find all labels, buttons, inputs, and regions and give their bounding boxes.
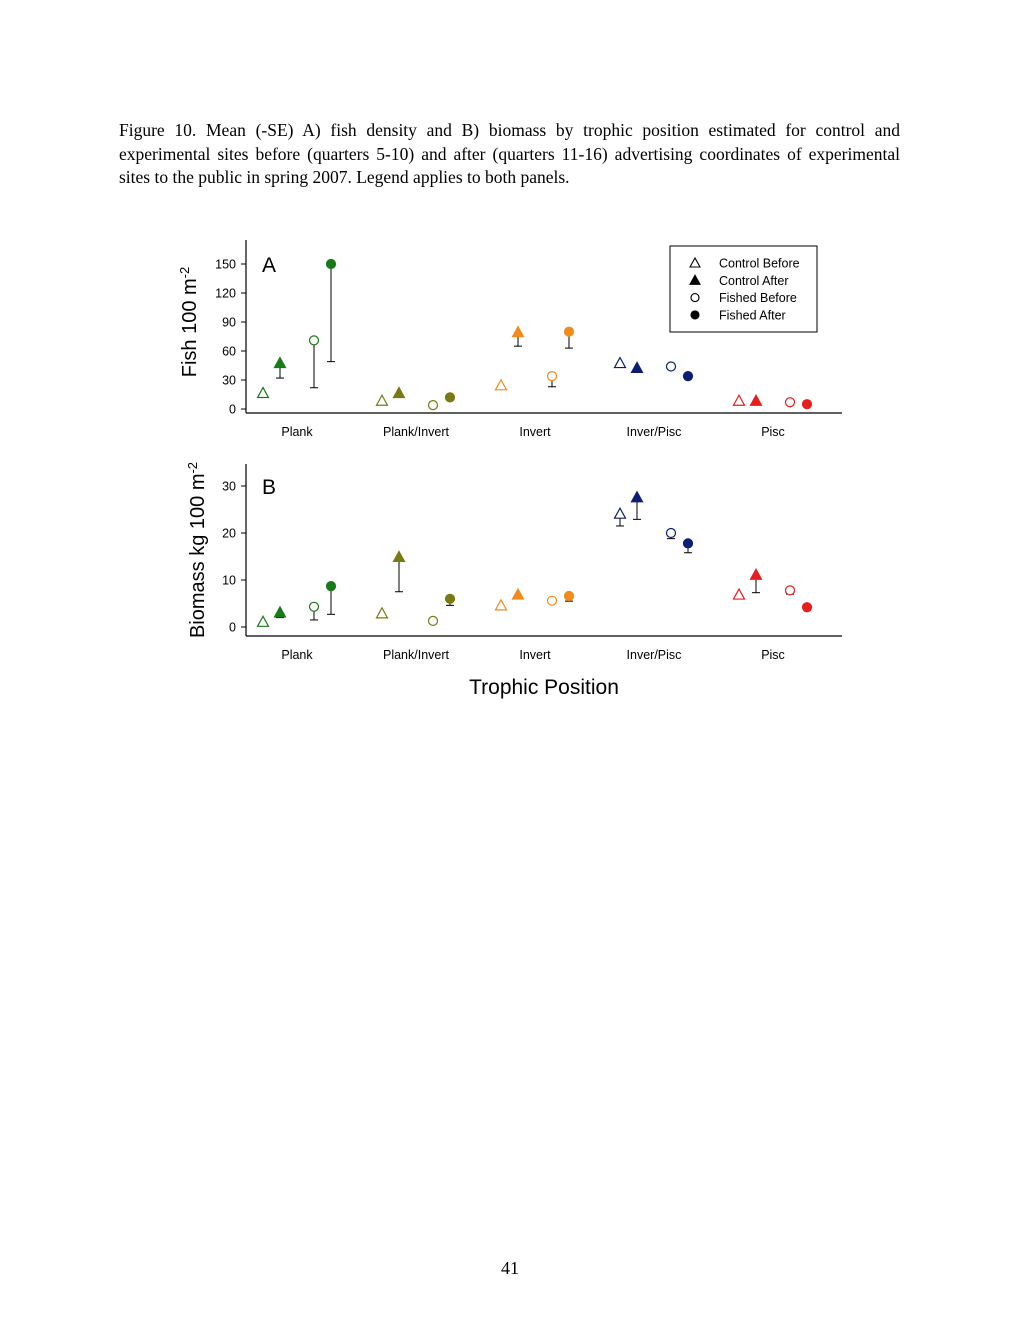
x-tick-label: Inver/Pisc bbox=[626, 425, 682, 439]
y-tick-label: 30 bbox=[222, 373, 236, 388]
legend-marker bbox=[691, 311, 699, 319]
x-tick-label: Pisc bbox=[761, 425, 785, 439]
x-tick-label: Plank/Invert bbox=[382, 425, 450, 439]
x-tick-label: Plank bbox=[281, 425, 313, 439]
y-axis-title-superscript: -2 bbox=[176, 266, 192, 279]
data-point bbox=[377, 395, 388, 405]
data-point bbox=[548, 596, 557, 605]
data-point bbox=[496, 600, 507, 610]
data-point bbox=[632, 492, 643, 502]
y-axis-title: Biomass kg 100 $m^{-2}$ bbox=[184, 461, 209, 639]
x-tick-label: Plank/Invert bbox=[382, 648, 450, 662]
data-point bbox=[429, 616, 438, 625]
data-point bbox=[548, 372, 557, 381]
panel-label: A bbox=[262, 254, 277, 277]
legend-marker bbox=[691, 294, 699, 302]
data-point bbox=[275, 607, 286, 617]
data-point bbox=[394, 551, 405, 561]
data-point bbox=[429, 401, 438, 410]
data-point bbox=[751, 569, 762, 579]
y-tick-label: 120 bbox=[215, 286, 236, 301]
data-point bbox=[684, 372, 693, 381]
y-tick-label: 150 bbox=[215, 257, 236, 272]
x-tick-label: Pisc bbox=[761, 648, 785, 662]
data-point bbox=[446, 594, 455, 603]
y-tick-label: 20 bbox=[222, 526, 236, 541]
panel-a bbox=[177, 240, 843, 439]
x-tick-label: Invert bbox=[519, 425, 551, 439]
y-tick-label: 0 bbox=[229, 620, 236, 635]
page-number: 41 bbox=[501, 1258, 519, 1278]
data-point bbox=[446, 393, 455, 402]
legend-label: Fished Before bbox=[719, 291, 797, 306]
x-tick-label: Invert bbox=[519, 648, 551, 662]
x-tick-label: Plank bbox=[281, 648, 313, 662]
legend bbox=[670, 246, 817, 332]
data-point bbox=[565, 327, 574, 336]
x-axis-title: Trophic Position bbox=[469, 676, 619, 699]
data-point bbox=[310, 336, 319, 345]
data-point bbox=[327, 582, 336, 591]
data-point bbox=[786, 398, 795, 407]
y-tick-label: 30 bbox=[222, 479, 236, 494]
legend-label: Fished After bbox=[719, 308, 786, 323]
data-point bbox=[667, 529, 676, 538]
data-point bbox=[258, 388, 269, 398]
x-tick-label: Inver/Pisc bbox=[626, 648, 682, 662]
data-point bbox=[803, 603, 812, 612]
data-point bbox=[632, 362, 643, 372]
data-point bbox=[513, 327, 524, 337]
y-tick-label: 10 bbox=[222, 573, 236, 588]
data-point bbox=[327, 260, 336, 269]
y-tick-label: 90 bbox=[222, 315, 236, 330]
data-point bbox=[377, 608, 388, 618]
legend-label: Control After bbox=[719, 273, 789, 288]
y-axis-title-superscript: -2 bbox=[184, 461, 200, 474]
y-tick-label: 0 bbox=[229, 402, 236, 417]
data-point bbox=[751, 395, 762, 405]
figure-caption: Figure 10. Mean (-SE) A) fish density and B) biomass by trophic position estimated for control and experimental sites before (quarters 5-10) and after (quarters 11-16) advertising coordinates of experimental sites to the public in spring 2007. Legend applies to both panels. bbox=[119, 120, 900, 187]
data-point bbox=[513, 589, 524, 599]
data-point bbox=[684, 539, 693, 548]
data-point bbox=[786, 586, 795, 595]
data-point bbox=[803, 400, 812, 409]
y-tick-label: 60 bbox=[222, 344, 236, 359]
data-point bbox=[394, 388, 405, 398]
data-point bbox=[734, 589, 745, 599]
data-point bbox=[258, 616, 269, 626]
data-point bbox=[565, 591, 574, 600]
data-point bbox=[734, 395, 745, 405]
panel-b bbox=[185, 462, 843, 699]
data-point bbox=[275, 358, 286, 368]
data-point bbox=[310, 602, 319, 611]
data-point bbox=[615, 358, 626, 368]
data-point bbox=[615, 508, 626, 518]
data-point bbox=[496, 380, 507, 390]
y-axis-title: Fish 100 $m^{-2}$ bbox=[176, 266, 201, 378]
panel-label: B bbox=[262, 476, 277, 499]
legend-label: Control Before bbox=[719, 256, 800, 271]
data-point bbox=[667, 362, 676, 371]
